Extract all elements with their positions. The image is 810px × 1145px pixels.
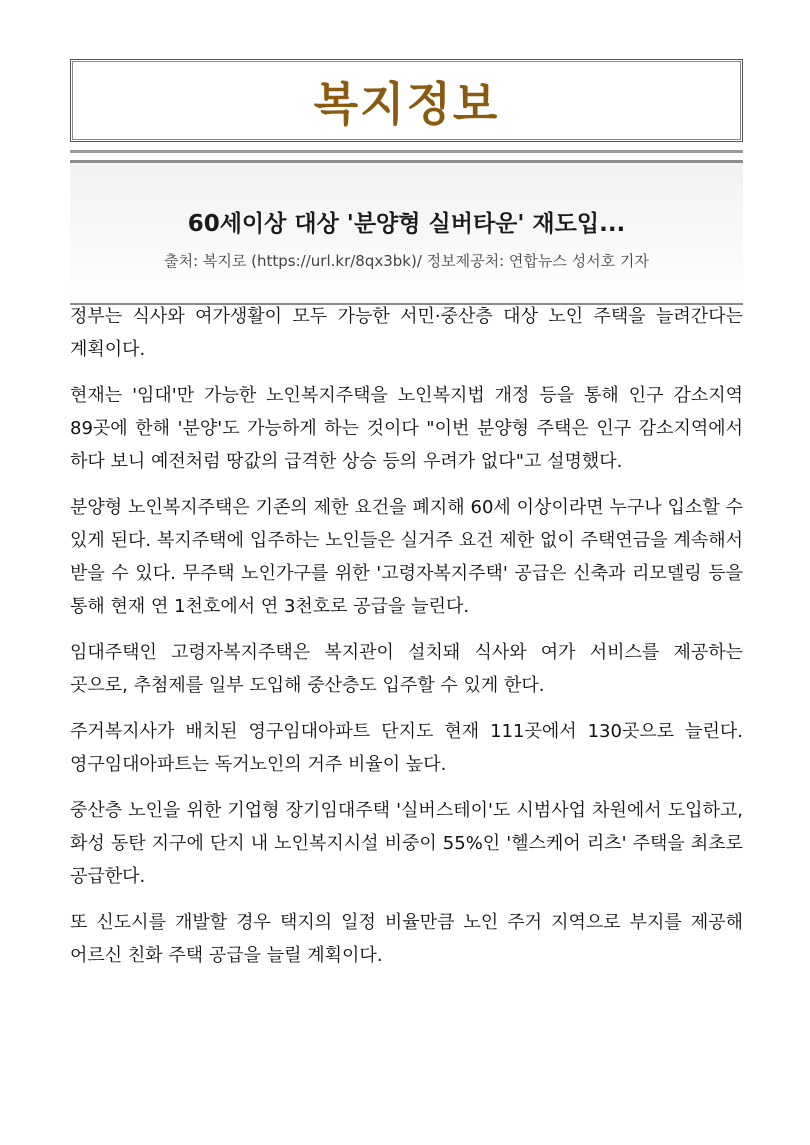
masthead-title: 복지정보: [313, 76, 500, 131]
paragraph-1: 정부는 식사와 여가생활이 모두 가능한 서민·중산층 대상 노인 주택을 늘려간다는 계획이다.: [70, 306, 743, 360]
paragraph-7: 또 신도시를 개발할 경우 택지의 일정 비율만큼 노인 주거 지역으로 부지를 제공해 어르신 친화 주택 공급을 늘릴 계획이다.: [70, 912, 743, 966]
paragraph-6: 중산층 노인을 위한 기업형 장기임대주택 '실버스테이'도 시범사업 차원에서 도입하고, 화성 동탄 지구에 단지 내 노인복지시설 비중이 55%인 '헬스케어 리츠' 주택을 최초로 공급한다.: [70, 800, 743, 887]
paragraph-4: 임대주택인 고령자복지주택은 복지관이 설치돼 식사와 여가 서비스를 제공하는 곳으로, 추첨제를 일부 도입해 중산층도 입주할 수 있게 한다.: [70, 642, 743, 696]
masthead-box: [70, 59, 743, 142]
divider-rule: [70, 150, 743, 153]
paragraph-2: 현재는 '임대'만 가능한 노인복지주택을 노인복지법 개정 등을 통해 인구 감소지역 89곳에 한해 '분양'도 가능하게 하는 것이다 "이번 분양형 주택은 인구 감소지역에서 하다 보니 예전처럼 땅값의 급격한 상승 등의 우려가 없다"고 설명했다.: [70, 385, 743, 472]
paragraph-5: 주거복지사가 배치된 영구임대아파트 단지도 현재 111곳에서 130곳으로 늘린다. 영구임대아파트는 독거노인의 거주 비율이 높다.: [70, 721, 743, 775]
paragraph-3: 분양형 노인복지주택은 기존의 제한 요건을 폐지해 60세 이상이라면 누구나 입소할 수 있게 된다. 복지주택에 입주하는 노인들은 실거주 요건 제한 없이 주택연금을 계속해서 받을 수 있다. 무주택 노인가구를 위한 '고령자복지주택' 공급은 신축과 리모델링 등을 통해 현재 연 1천호에서 연 3천호로 공급을 늘린다.: [70, 497, 743, 617]
article-body: [70, 300, 743, 985]
article-source: 출처: 복지로 (https://url.kr/8qx3bk)/ 정보제공처: 연합뉴스 성서호 기자: [164, 252, 649, 270]
article-title: 60세이상 대상 '분양형 실버타운' 재도입...: [187, 211, 626, 237]
article-header: [70, 160, 743, 305]
